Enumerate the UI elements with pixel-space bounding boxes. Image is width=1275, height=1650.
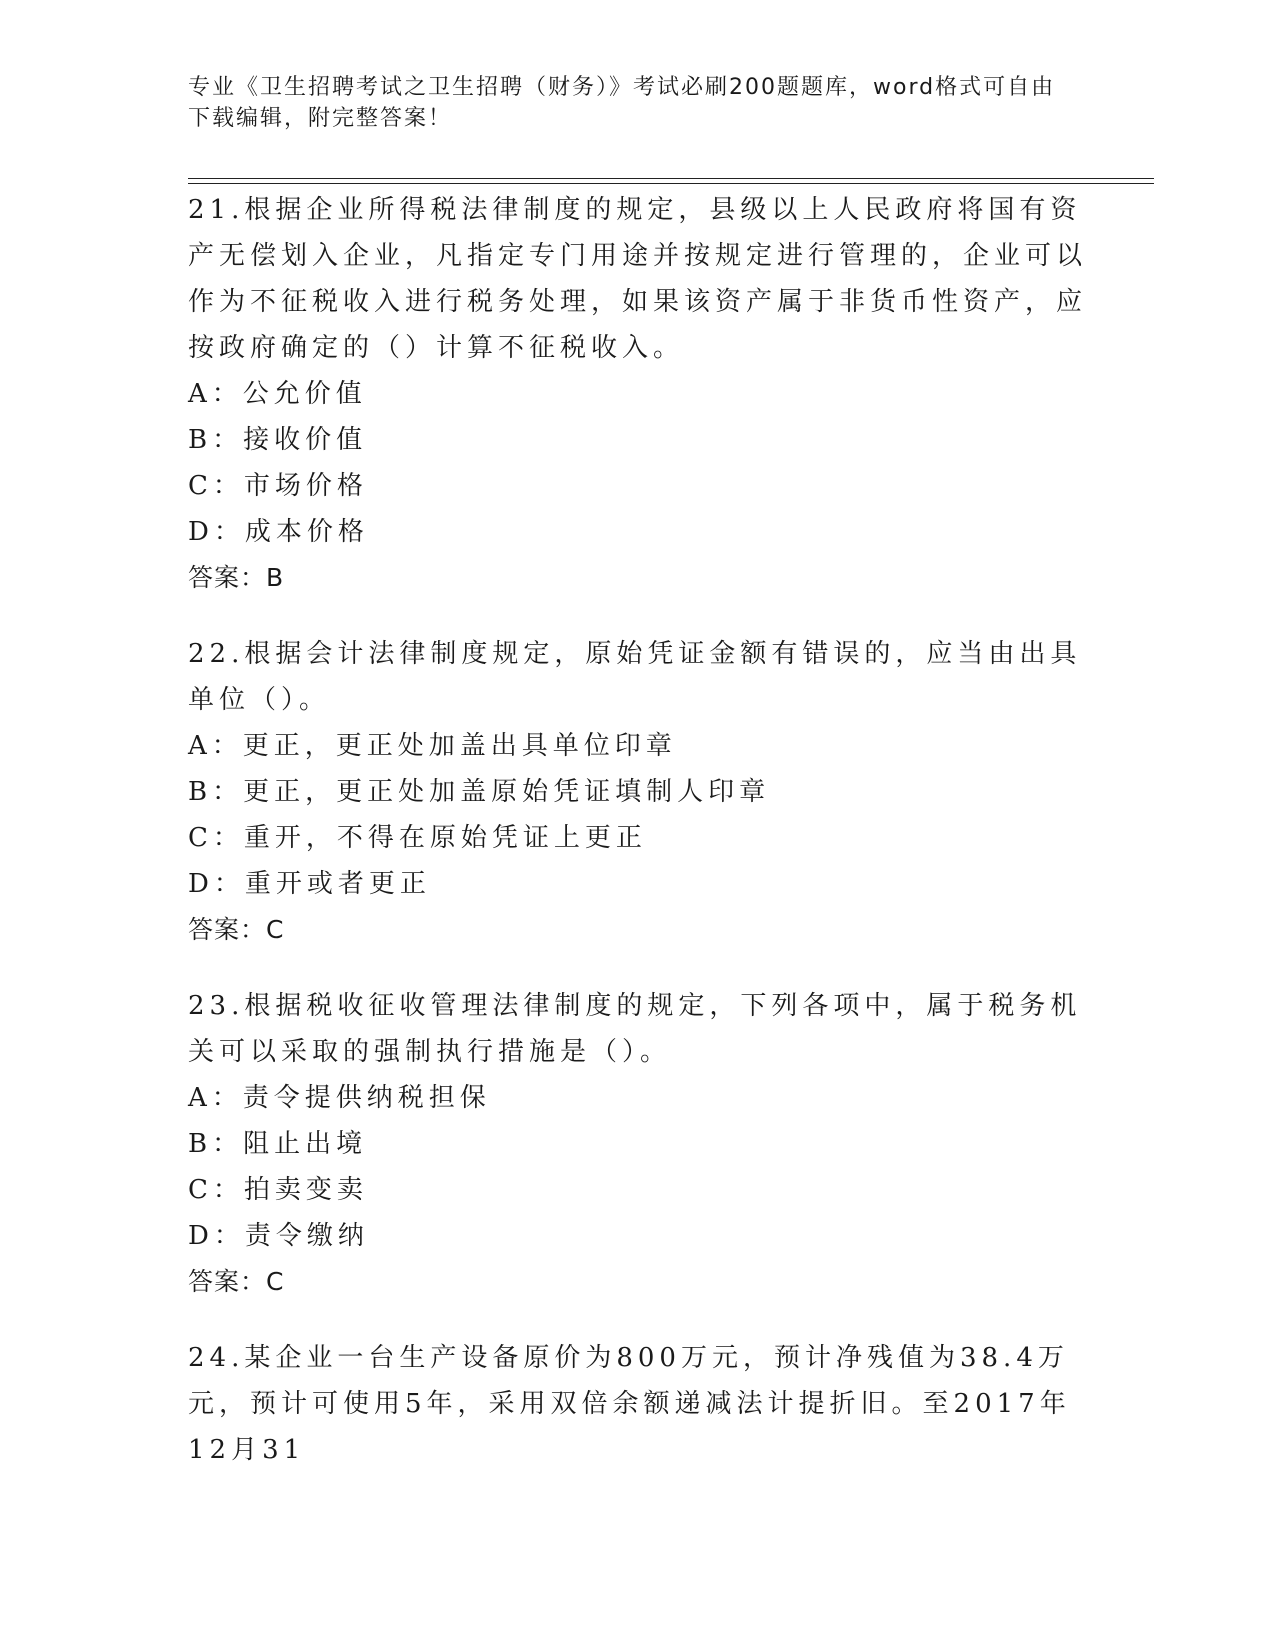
- option-c: C：拍卖变卖: [188, 1175, 368, 1205]
- option-b: B：接收价值: [188, 425, 368, 455]
- option-d: D：重开或者更正: [188, 869, 431, 899]
- option-c: C：市场价格: [188, 471, 368, 501]
- header-divider-top: [188, 178, 1154, 179]
- question-list: [188, 187, 1088, 1503]
- question-text: 24.某企业一台生产设备原价为800万元，预计净残值为38.4万元，预计可使用5年，采用双倍余额递减法计提折旧。至2017年12月31: [188, 1343, 1071, 1465]
- question-text: 23.根据税收征收管理法律制度的规定，下列各项中，属于税务机关可以采取的强制执行措施是（）。: [188, 991, 1082, 1067]
- option-c: C：重开，不得在原始凭证上更正: [188, 823, 647, 853]
- option-a: A：公允价值: [188, 379, 367, 409]
- option-a: A：责令提供纳税担保: [188, 1083, 491, 1113]
- question-24: [188, 1335, 1088, 1473]
- question-22: [188, 631, 1088, 953]
- question-23: [188, 983, 1088, 1305]
- answer-line: 答案：C: [188, 915, 285, 944]
- answer-line: 答案：B: [188, 563, 285, 592]
- question-21: [188, 187, 1088, 601]
- option-d: D：成本价格: [188, 517, 369, 547]
- option-a: A：更正，更正处加盖出具单位印章: [188, 731, 677, 761]
- option-b: B：阻止出境: [188, 1129, 368, 1159]
- question-text: 22.根据会计法律制度规定，原始凭证金额有错误的，应当由出具单位（）。: [188, 639, 1082, 715]
- answer-line: 答案：C: [188, 1267, 285, 1296]
- document-header: 专业《卫生招聘考试之卫生招聘（财务）》考试必刷200题题库，word格式可自由下载编辑，附完整答案！: [188, 75, 1056, 131]
- question-text: 21.根据企业所得税法律制度的规定，县级以上人民政府将国有资产无偿划入企业，凡指定专门用途并按规定进行管理的，企业可以作为不征税收入进行税务处理，如果该资产属于非货币性资产，应按政府确定的（）计算不征税收入。: [188, 195, 1088, 363]
- header-divider-bottom: [188, 183, 1154, 184]
- option-b: B：更正，更正处加盖原始凭证填制人印章: [188, 777, 771, 807]
- option-d: D：责令缴纳: [188, 1221, 369, 1251]
